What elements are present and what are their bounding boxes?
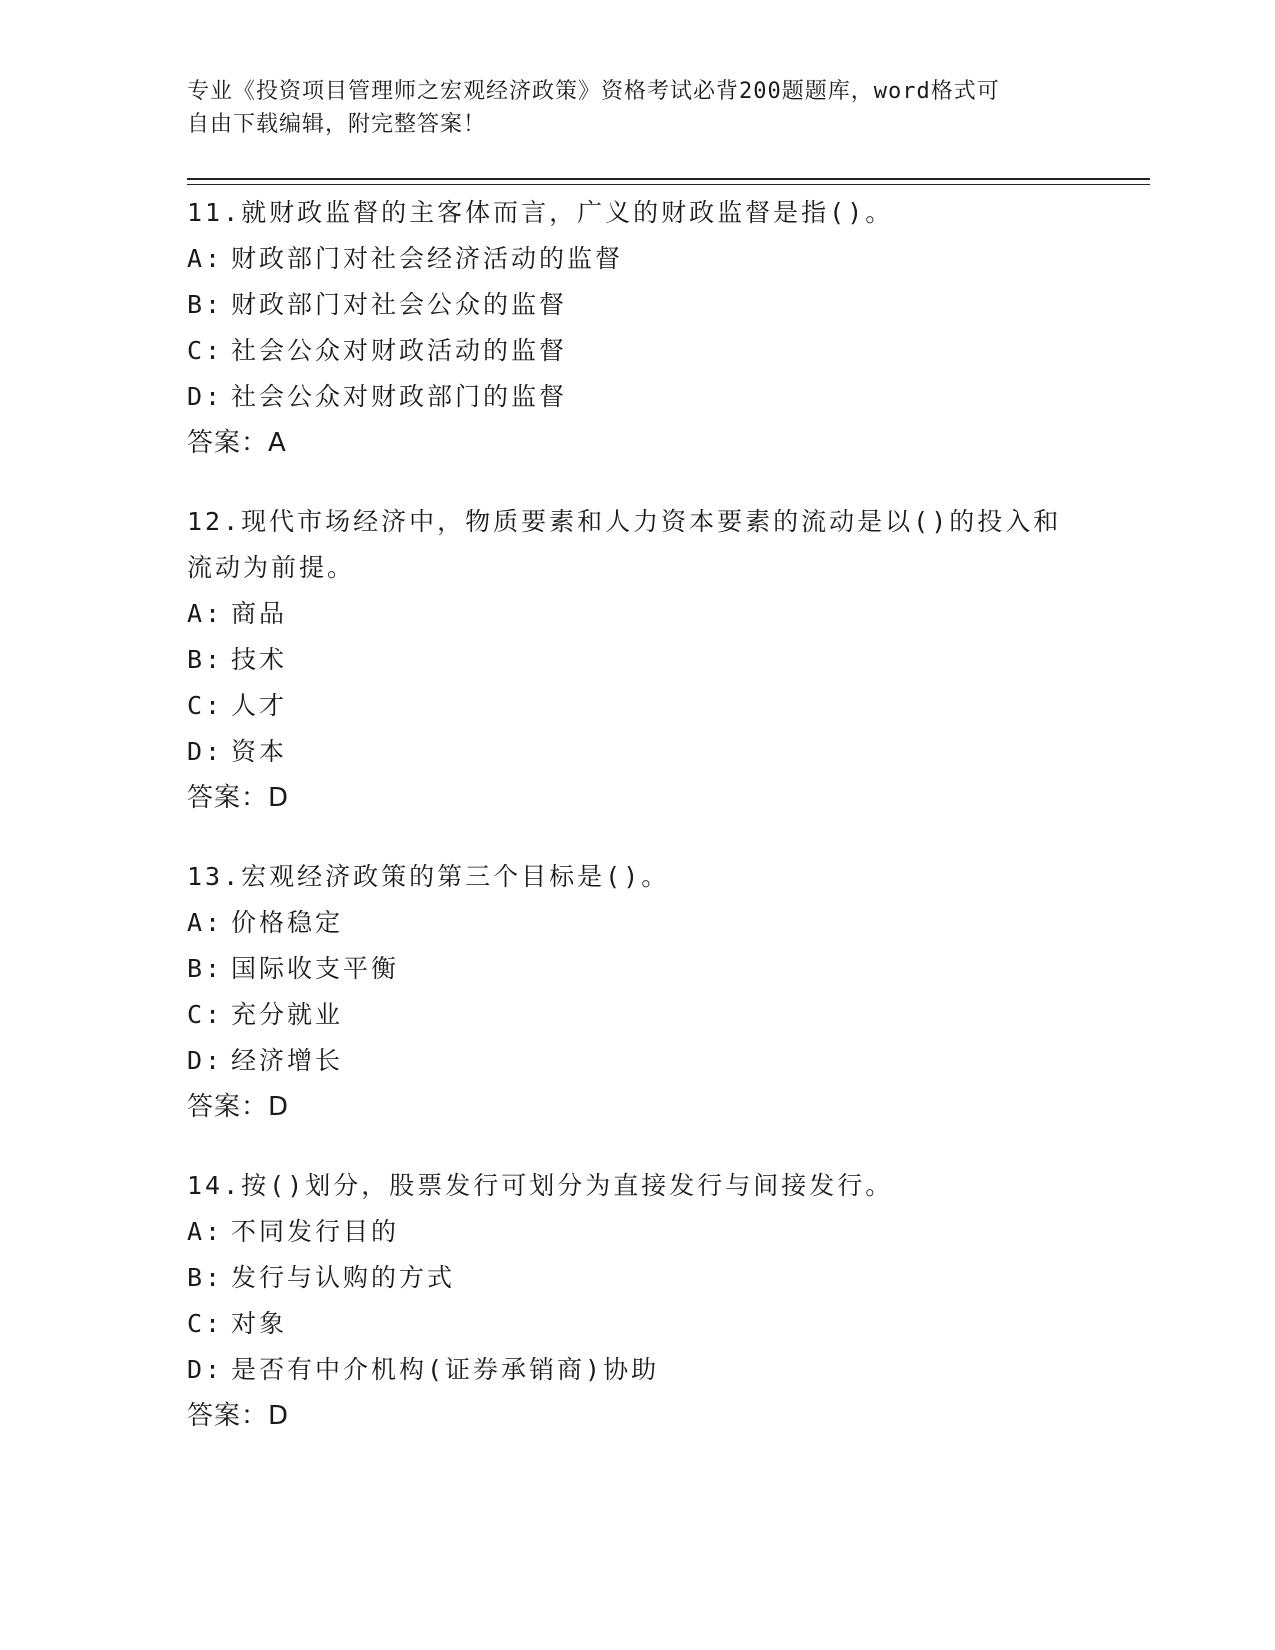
option-key: C: <box>187 691 224 720</box>
header-line-2: 自由下载编辑，附完整答案！ <box>187 112 487 137</box>
option-b <box>187 282 1087 328</box>
option-text: 技术 <box>231 645 288 674</box>
option-text: 价格稳定 <box>231 908 344 937</box>
option-key: D: <box>187 1355 224 1384</box>
option-key: A: <box>187 244 224 273</box>
question-stem: 11.就财政监督的主客体而言，广义的财政监督是指()。 <box>187 198 894 227</box>
option-text: 充分就业 <box>231 1000 344 1029</box>
option-key: B: <box>187 290 224 319</box>
option-c <box>187 683 1087 729</box>
option-key: A: <box>187 1217 224 1246</box>
option-c <box>187 328 1087 374</box>
question-13 <box>187 854 1087 1130</box>
option-key: B: <box>187 954 224 983</box>
option-text: 社会公众对财政活动的监督 <box>231 336 568 365</box>
option-text: 商品 <box>231 599 288 628</box>
option-d <box>187 1347 1087 1393</box>
option-key: D: <box>187 382 224 411</box>
question-list <box>187 190 1087 1472</box>
answer: 答案：D <box>187 1401 290 1431</box>
option-d <box>187 729 1087 775</box>
option-text: 社会公众对财政部门的监督 <box>231 382 568 411</box>
option-text: 不同发行目的 <box>231 1217 400 1246</box>
answer: 答案：D <box>187 1092 290 1122</box>
option-key: C: <box>187 336 224 365</box>
option-text: 国际收支平衡 <box>231 954 400 983</box>
option-key: B: <box>187 1263 224 1292</box>
document-header <box>187 75 1077 141</box>
option-key: A: <box>187 599 224 628</box>
option-a <box>187 1209 1087 1255</box>
option-text: 发行与认购的方式 <box>231 1263 456 1292</box>
option-text: 对象 <box>231 1309 288 1338</box>
question-14 <box>187 1163 1087 1439</box>
option-a <box>187 591 1087 637</box>
option-key: D: <box>187 1046 224 1075</box>
option-text: 财政部门对社会经济活动的监督 <box>231 244 624 273</box>
option-c <box>187 992 1087 1038</box>
option-b <box>187 637 1087 683</box>
option-key: A: <box>187 908 224 937</box>
header-divider-thin <box>187 184 1150 185</box>
option-b <box>187 1255 1087 1301</box>
option-text: 人才 <box>231 691 288 720</box>
header-divider-thick <box>187 178 1150 180</box>
option-key: B: <box>187 645 224 674</box>
option-c <box>187 1301 1087 1347</box>
question-stem: 14.按()划分，股票发行可划分为直接发行与间接发行。 <box>187 1171 894 1200</box>
option-d <box>187 374 1087 420</box>
question-11 <box>187 190 1087 466</box>
option-b <box>187 946 1087 992</box>
option-a <box>187 236 1087 282</box>
option-key: C: <box>187 1309 224 1338</box>
question-stem: 12.现代市场经济中，物质要素和人力资本要素的流动是以()的投入和流动为前提。 <box>187 507 1062 582</box>
option-text: 财政部门对社会公众的监督 <box>231 290 568 319</box>
question-stem: 13.宏观经济政策的第三个目标是()。 <box>187 862 670 891</box>
option-text: 经济增长 <box>231 1046 344 1075</box>
answer: 答案：A <box>187 428 287 458</box>
option-a <box>187 900 1087 946</box>
option-text: 资本 <box>231 737 288 766</box>
option-key: C: <box>187 1000 224 1029</box>
option-key: D: <box>187 737 224 766</box>
option-d <box>187 1038 1087 1084</box>
option-text: 是否有中介机构(证券承销商)协助 <box>231 1355 660 1384</box>
question-12 <box>187 499 1087 821</box>
header-line-1: 专业《投资项目管理师之宏观经济政策》资格考试必背200题题库，word格式可 <box>187 79 1000 104</box>
answer: 答案：D <box>187 783 290 813</box>
